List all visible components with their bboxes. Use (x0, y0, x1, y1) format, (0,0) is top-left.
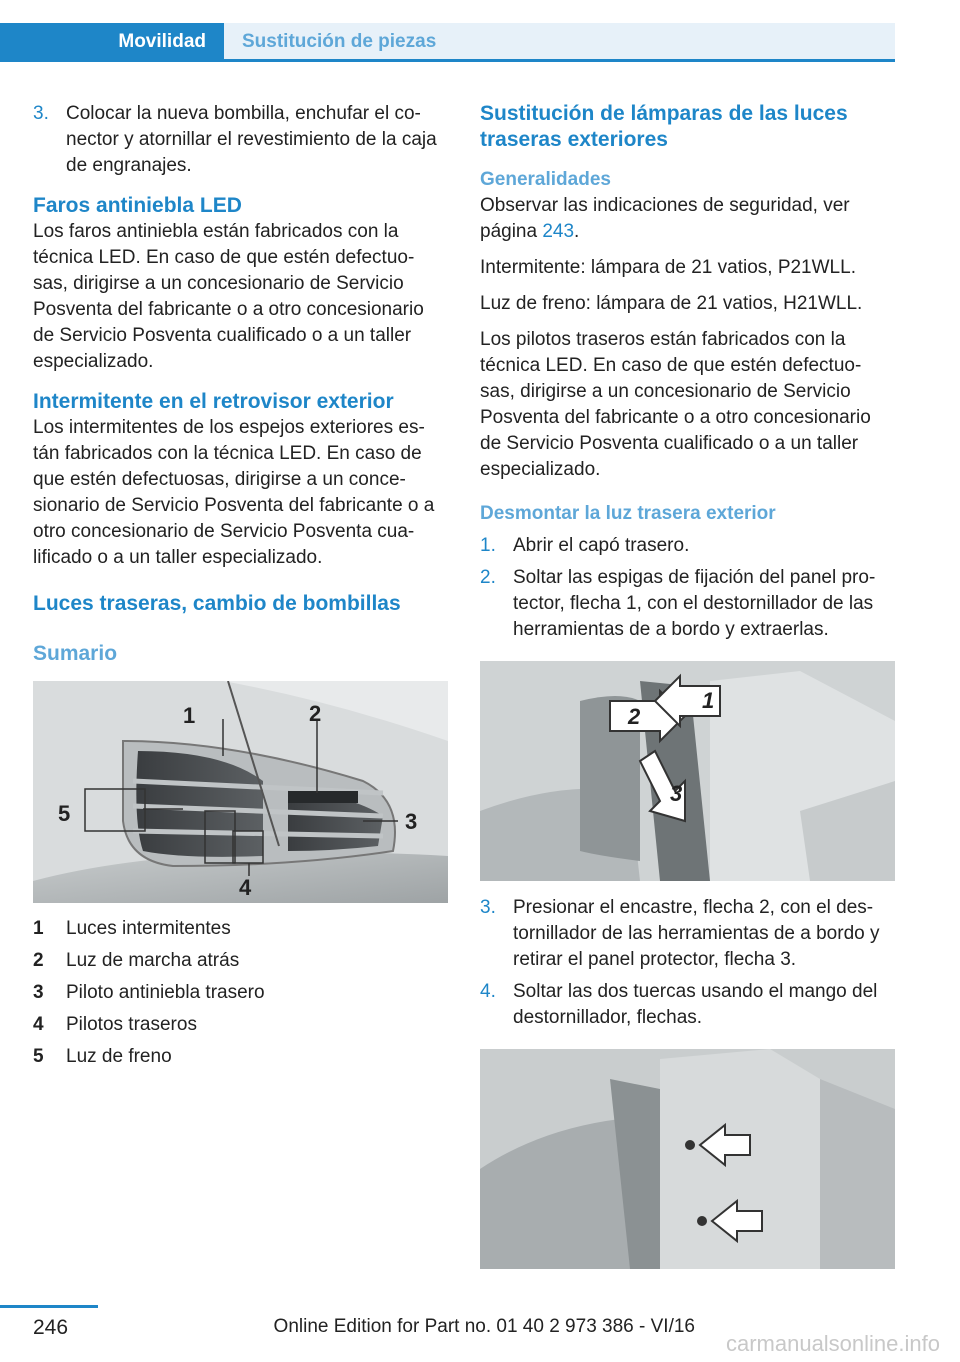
section-tab-movilidad (0, 23, 224, 62)
step-item (480, 895, 895, 973)
left-column (33, 101, 448, 1073)
paragraph-intermitente-spec: Intermitente: lámpara de 21 vatios, P21WLL. (480, 257, 856, 278)
protective-panel-illustration (480, 661, 895, 881)
watermark: carmanualsonline.info (725, 1331, 940, 1356)
legend-item (33, 913, 448, 945)
callout-3: 3 (670, 781, 683, 806)
callout-1: 1 (702, 688, 715, 713)
legend-item (33, 977, 448, 1009)
legend-item (33, 945, 448, 977)
step-number: 2. (480, 567, 496, 588)
generalidades-text: Observar las indicaciones de seguridad, ver página (480, 195, 850, 242)
heading-desmontar: Desmontar la luz trasera exterior (480, 503, 776, 524)
generalidades-text-end: . (574, 221, 580, 242)
callout-4: 4 (239, 875, 252, 900)
step-number: 3. (480, 897, 496, 918)
figure-nuts-removal (480, 1049, 895, 1269)
step-number: 1. (480, 535, 496, 556)
footer-rule (0, 1305, 98, 1308)
legend-number: 4 (33, 1014, 44, 1035)
step-item (480, 565, 895, 643)
step-text: Presionar el encastre, flecha 2, con el des-tornillador de las herramientas de a bordo y retirar el panel protector, flecha 3. (513, 897, 880, 970)
paragraph-faros: Los faros antiniebla están fabricados con la técnica LED. En caso de que estén defectuo-sas, dirigirse a un concesionario de Servicio Posventa del fabricante o a otro concesionario de Servicio Posventa cualificado o a un taller especializado. (33, 221, 424, 372)
paragraph-generalidades (480, 193, 895, 245)
legend-item (33, 1009, 448, 1041)
legend-number: 3 (33, 982, 44, 1003)
step-number: 4. (480, 981, 496, 1002)
legend-text: Luz de marcha atrás (66, 950, 240, 971)
legend-number: 2 (33, 950, 44, 971)
callout-2: 2 (628, 704, 641, 729)
step-text: Soltar las espigas de fijación del panel pro-tector, flecha 1, con el destornillador de las herramientas de a bordo y extraerlas. (513, 567, 876, 640)
heading-faros-antiniebla: Faros antiniebla LED (33, 194, 242, 217)
legend-text: Luz de freno (66, 1046, 172, 1067)
nuts-removal-illustration (480, 1049, 895, 1269)
paragraph-pilotos: Los pilotos traseros están fabricados con la técnica LED. En caso de que estén defectuo-sas, dirigirse a un concesionario de Servicio Posventa del fabricante o a otro concesionario de Servicio Posventa cualificado o a un taller especializado. (480, 329, 871, 480)
legend-text: Luces intermitentes (66, 918, 231, 939)
legend-number: 1 (33, 918, 44, 939)
step-text: Colocar la nueva bombilla, enchufar el co-nector y atornillar el revestimiento de la caja de engranajes. (66, 103, 437, 176)
legend-text: Pilotos traseros (66, 1014, 197, 1035)
heading-sustitucion-lamparas: Sustitución de lámparas de las luces traseras exteriores (480, 102, 848, 151)
step-item (33, 101, 448, 179)
taillight-overview-illustration (33, 681, 448, 903)
legend-number: 5 (33, 1046, 44, 1067)
page-header (0, 0, 960, 62)
right-column (480, 101, 895, 1269)
header-rule (0, 59, 895, 62)
legend-list (33, 913, 448, 1073)
callout-1: 1 (183, 703, 196, 728)
page-number: 246 (33, 1316, 69, 1339)
callout-5: 5 (58, 801, 71, 826)
callout-2: 2 (309, 701, 322, 726)
edition-note: Online Edition for Part no. 01 40 2 973 386 - VI/16 (273, 1316, 695, 1337)
step-item (480, 533, 895, 559)
heading-luces-traseras: Luces traseras, cambio de bombillas (33, 592, 401, 615)
paragraph-intermitente: Los intermitentes de los espejos exteriores es-tán fabricados con la técnica LED. En caso de que estén defectuosas, dirigirse a un conce-sionario de Servicio Posventa del fabricante o a otro concesionario de Servicio Posventa cua-lificado o a un taller especializado. (33, 417, 435, 568)
step-item (480, 979, 895, 1031)
section-tab-label: Movilidad (118, 31, 206, 52)
step-text: Abrir el capó trasero. (513, 535, 690, 556)
figure-protective-panel (480, 661, 895, 881)
step-number: 3. (33, 103, 49, 124)
legend-text: Piloto antiniebla trasero (66, 982, 265, 1003)
heading-sumario: Sumario (33, 642, 118, 665)
callout-3: 3 (405, 809, 418, 834)
paragraph-freno-spec: Luz de freno: lámpara de 21 vatios, H21WLL. (480, 293, 863, 314)
chapter-tab-label: Sustitución de piezas (242, 31, 437, 52)
chapter-tab-sustitucion (224, 23, 895, 62)
heading-intermitente-retrovisor: Intermitente en el retrovisor exterior (33, 390, 394, 413)
step-text: Soltar las dos tuercas usando el mango del destornillador, flechas. (513, 981, 878, 1028)
legend-item (33, 1041, 448, 1073)
heading-generalidades: Generalidades (480, 169, 611, 190)
page-link-243[interactable]: 243 (542, 221, 575, 242)
figure-taillight-overview (33, 681, 448, 903)
